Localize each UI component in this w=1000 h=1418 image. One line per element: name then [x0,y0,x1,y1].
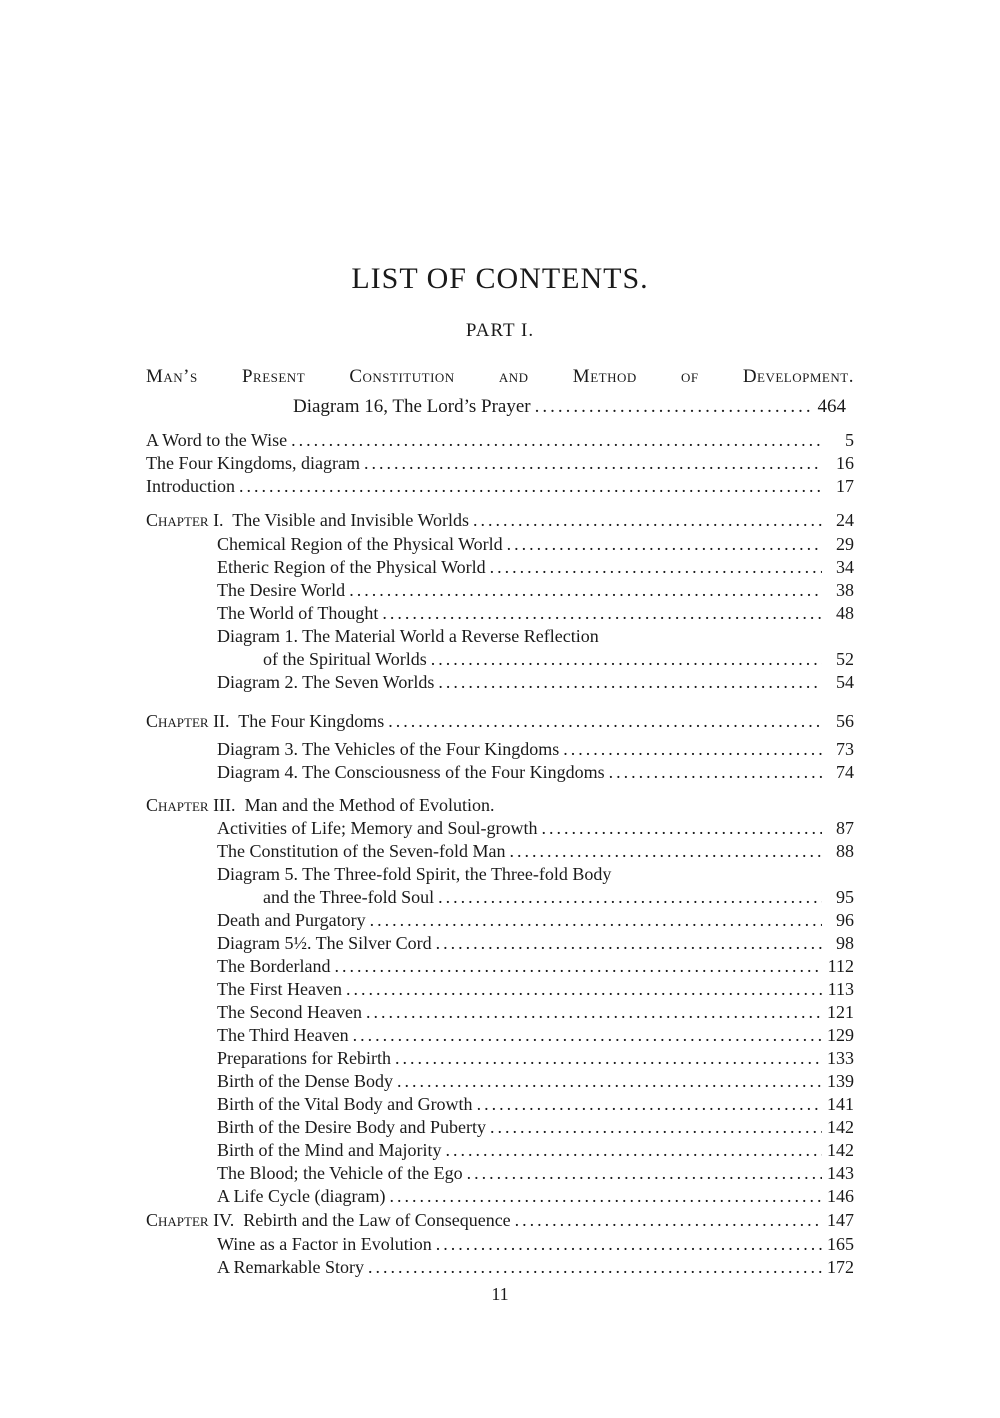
entry-label: Diagram 4. The Consciousness of the Four Kingdoms [217,762,605,782]
chapter-heading-3 [146,795,854,818]
entry-label: Wine as a Factor in Evolution [217,1234,432,1254]
leader-dots [382,603,822,624]
entry-page: 38 [836,580,854,600]
chapter-prefix: Chapter III. [146,795,236,815]
toc-entry [217,956,854,979]
leader-dots [397,1071,822,1092]
leader-dots [368,1257,822,1278]
leader-dots [563,739,822,760]
entry-page: 129 [827,1025,854,1045]
entry-label: The First Heaven [217,979,342,999]
toc-entry [217,1186,854,1209]
toc-entry [217,1071,854,1094]
entry-label: A Word to the Wise [146,430,288,450]
entry-label: The Blood; the Vehicle of the Ego [217,1163,463,1183]
part-heading: PART I. [465,320,535,341]
leader-dots [291,430,822,451]
entry-page: 142 [827,1140,854,1160]
toc-entry [217,1257,854,1280]
toc-entry [217,1234,854,1257]
leader-dots [467,1163,822,1184]
toc-entry [217,1048,854,1071]
toc-entry [217,739,854,762]
entry-page: 143 [827,1163,854,1183]
subtitle-word: and [498,366,529,387]
leader-dots [535,396,814,418]
entry-label: Activities of Life; Memory and Soul-growth [217,818,538,838]
leader-dots [477,1094,822,1115]
entry-label: The Third Heaven [217,1025,349,1045]
entry-page: 464 [817,396,846,417]
entry-label: Death and Purgatory [217,910,366,930]
entry-page: 146 [827,1186,854,1206]
entry-label: Birth of the Desire Body and Puberty [217,1117,486,1137]
entry-page: 133 [827,1048,854,1068]
subtitle-word: of [680,366,699,387]
toc-entry [217,1094,854,1117]
entry-page: 74 [836,762,854,782]
entry-page: 112 [827,956,854,976]
chapter-prefix: Chapter IV. [146,1210,235,1230]
toc-entry [217,534,854,557]
chapter-heading-2 [146,711,854,734]
leader-dots [436,933,822,954]
entry-page: 95 [836,887,854,907]
entry-page: 29 [836,534,854,554]
chapter-prefix: Chapter II. [146,711,230,731]
toc-entry [217,557,854,580]
entry-label: The Four Kingdoms, diagram [146,453,360,473]
chapter-heading-4 [146,1210,854,1233]
entry-label: Preparations for Rebirth [217,1048,391,1068]
entry-label: and the Three-fold Soul [263,887,435,907]
part-subtitle [146,366,854,388]
subtitle-word: Man’s [146,366,198,387]
toc-entry [217,762,854,785]
entry-label: Diagram 2. The Seven Worlds [217,672,435,692]
entry-label: of the Spiritual Worlds [263,649,427,669]
subtitle-word: Present [241,366,306,387]
toc-entry [263,649,854,672]
leader-dots [438,887,822,908]
toc-entry [217,1025,854,1048]
toc-entry [217,1163,854,1186]
leader-dots [541,818,822,839]
entry-label: A Remarkable Story [217,1257,364,1277]
leader-dots [515,1210,822,1231]
entry-label: The Second Heaven [217,1002,362,1022]
leader-dots [389,1186,822,1207]
entry-label: A Life Cycle (diagram) [217,1186,386,1206]
toc-entry [217,1117,854,1140]
leader-dots [334,956,822,977]
toc-entry [217,1002,854,1025]
entry-page: 17 [836,476,854,496]
chapter-heading-1 [146,510,854,533]
leader-dots [609,762,822,783]
toc-entry [217,1140,854,1163]
entry-label: Diagram 1. The Material World a Reverse Reflection [217,626,599,646]
entry-label: Birth of the Vital Body and Growth [217,1094,473,1114]
entry-page: 121 [827,1002,854,1022]
entry-page: 165 [827,1234,854,1254]
entry-label: The Constitution of the Seven-fold Man [217,841,506,861]
entry-label: Birth of the Dense Body [217,1071,393,1091]
entry-page: 88 [836,841,854,861]
toc-entry [217,672,854,695]
entry-label: Chemical Region of the Physical World [217,534,503,554]
entry-page: 147 [827,1210,854,1230]
entry-page: 48 [836,603,854,623]
entry-page: 139 [827,1071,854,1091]
leader-dots [353,1025,822,1046]
leader-dots [346,979,822,1000]
entry-page: 54 [836,672,854,692]
entry-page: 24 [836,510,854,530]
leader-dots [364,453,822,474]
toc-entry-featured-diagram [293,396,846,419]
entry-page: 87 [836,818,854,838]
subtitle-word: Development. [742,366,854,387]
chapter-title: The Four Kingdoms [238,711,385,731]
entry-page: 16 [836,453,854,473]
entry-label: Introduction [146,476,235,496]
toc-entry [217,979,854,1002]
leader-dots [239,476,822,497]
toc-entry [217,841,854,864]
entry-page: 34 [836,557,854,577]
entry-page: 56 [836,711,854,731]
toc-entry-continued-line [217,864,854,887]
toc-entry-continued-line [217,626,854,649]
entry-page: 73 [836,739,854,759]
entry-label: Diagram 5½. The Silver Cord [217,933,432,953]
toc-entry [217,818,854,841]
page-number: 11 [491,1284,509,1304]
leader-dots [490,1117,822,1138]
leader-dots [388,711,822,732]
entry-label: Diagram 3. The Vehicles of the Four Kingdoms [217,739,560,759]
page-title: LIST OF CONTENTS. [351,262,649,295]
leader-dots [431,649,822,670]
entry-label: Birth of the Mind and Majority [217,1140,442,1160]
leader-dots [509,841,822,862]
subtitle-word: Constitution [349,366,455,387]
entry-page: 96 [836,910,854,930]
leader-dots [366,1002,822,1023]
toc-entry [146,476,854,499]
toc-entry [263,887,854,910]
toc-entry [217,603,854,626]
chapter-title: The Visible and Invisible Worlds [232,510,470,530]
entry-page: 98 [836,933,854,953]
chapter-title: Man and the Method of Evolution. [244,795,495,815]
leader-dots [436,1234,822,1255]
leader-dots [445,1140,822,1161]
entry-page: 142 [827,1117,854,1137]
toc-entry [217,580,854,603]
entry-label: Diagram 5. The Three-fold Spirit, the Three-fold Body [217,864,612,884]
chapter-prefix: Chapter I. [146,510,224,530]
entry-label: The World of Thought [217,603,379,623]
entry-page: 5 [845,430,854,450]
subtitle-word: Method [572,366,637,387]
entry-page: 52 [836,649,854,669]
entry-page: 113 [827,979,854,999]
entry-label: The Desire World [217,580,346,600]
leader-dots [395,1048,822,1069]
leader-dots [438,672,822,693]
toc-entry [146,430,854,453]
leader-dots [490,557,822,578]
chapter-title: Rebirth and the Law of Consequence [243,1210,511,1230]
toc-entry [217,910,854,933]
leader-dots [473,510,822,531]
entry-label: Diagram 16, The Lord’s Prayer [293,396,531,417]
entry-label: The Borderland [217,956,331,976]
entry-page: 172 [827,1257,854,1277]
leader-dots [370,910,822,931]
leader-dots [507,534,822,555]
entry-page: 141 [827,1094,854,1114]
toc-entry [217,933,854,956]
entry-label: Etheric Region of the Physical World [217,557,486,577]
toc-entry [146,453,854,476]
leader-dots [349,580,822,601]
